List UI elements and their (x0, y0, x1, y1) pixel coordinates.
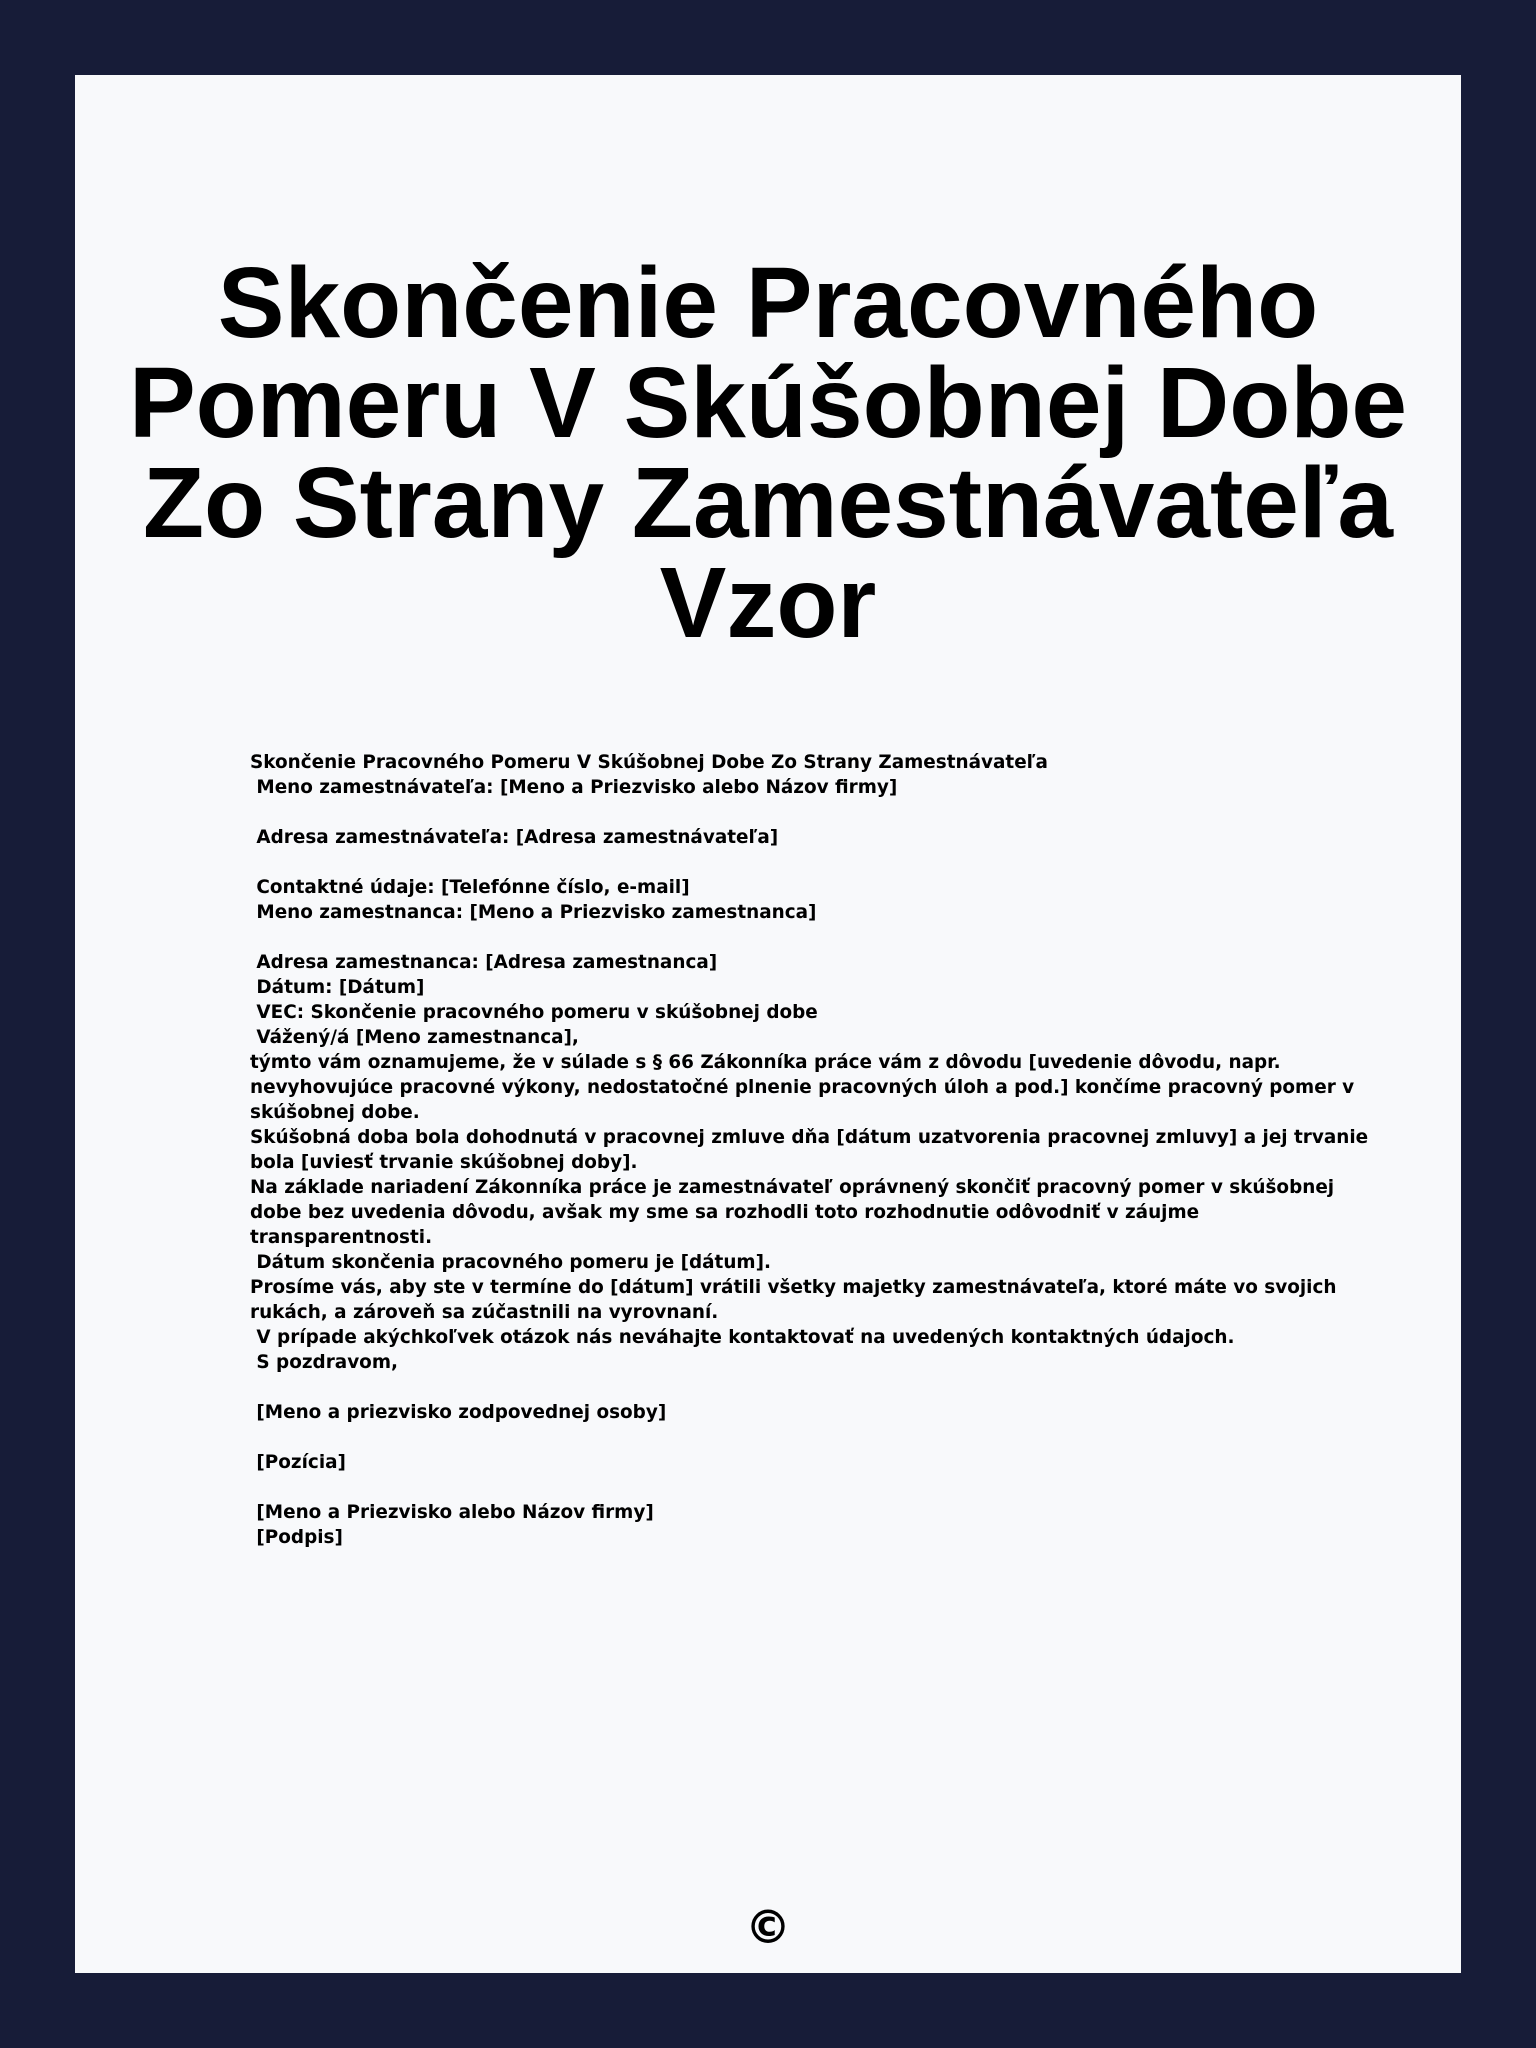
letter-line: Meno zamestnávateľa: [Meno a Priezvisko alebo Názov firmy] (250, 777, 898, 798)
letter-heading: Skončenie Pracovného Pomeru V Skúšobnej Dobe Zo Strany Zamestnávateľa (250, 752, 1048, 773)
title-line: Vzor (659, 547, 877, 659)
letter-line: rukách, a zároveň sa zúčastnili na vyrovnaní. (250, 1302, 719, 1323)
title-line: Skončenie Pracovného (217, 247, 1319, 359)
letter-line: transparentnosti. (250, 1227, 433, 1248)
letter-line: Adresa zamestnávateľa: [Adresa zamestnávateľa] (250, 827, 779, 848)
letter-body (250, 750, 1369, 1550)
page-title (75, 247, 1461, 659)
letter-line: týmto vám oznamujeme, že v súlade s § 66 Zákonníka práce vám z dôvodu [uvedenie dôvodu, napr. (250, 1052, 1281, 1073)
letter-line: Skúšobná doba bola dohodnutá v pracovnej zmluve dňa [dátum uzatvorenia pracovnej zmluvy] a jej trvanie (250, 1127, 1369, 1148)
blank-line (250, 1475, 1310, 1500)
letter-line: dobe bez uvedenia dôvodu, avšak my sme sa rozhodli toto rozhodnutie odôvodniť v záujme (250, 1202, 1200, 1223)
letter-line: nevyhovujúce pracovné výkony, nedostatočné plnenie pracovných úloh a pod.] končíme pracovný pomer v (250, 1077, 1355, 1098)
copyright-symbol: © (745, 1900, 791, 1954)
blank-line (250, 1375, 1310, 1400)
letter-line: Na základe nariadení Zákonníka práce je zamestnávateľ oprávnený skončiť pracovný pomer v skúšobnej (250, 1177, 1335, 1198)
letter-line: Dátum skončenia pracovného pomeru je [dátum]. (250, 1252, 771, 1273)
document-page (75, 75, 1461, 1973)
letter-line: Vážený/á [Meno zamestnanca], (250, 1027, 579, 1048)
letter-line: S pozdravom, (250, 1352, 398, 1373)
letter-line: Contaktné údaje: [Telefónne číslo, e-mail] (250, 877, 690, 898)
letter-line: Prosíme vás, aby ste v termíne do [dátum] vrátili všetky majetky zamestnávateľa, ktoré máte vo svojich (250, 1277, 1337, 1298)
letter-line: V prípade akýchkoľvek otázok nás neváhajte kontaktovať na uvedených kontaktných údajoch. (250, 1327, 1235, 1348)
blank-line (250, 850, 1310, 875)
letter-line: Dátum: [Dátum] (250, 977, 425, 998)
letter-line: skúšobnej dobe. (250, 1102, 420, 1123)
blank-line (250, 925, 1310, 950)
letter-line: [Pozícia] (250, 1452, 346, 1473)
letter-line: [Podpis] (250, 1527, 343, 1548)
title-line: Zo Strany Zamestnávateľa (142, 447, 1394, 559)
letter-line: Meno zamestnanca: [Meno a Priezvisko zamestnanca] (250, 902, 817, 923)
blank-line (250, 1425, 1310, 1450)
letter-line: [Meno a priezvisko zodpovednej osoby] (250, 1402, 667, 1423)
blank-line (250, 800, 1310, 825)
letter-line: Adresa zamestnanca: [Adresa zamestnanca] (250, 952, 718, 973)
letter-line: [Meno a Priezvisko alebo Názov firmy] (250, 1502, 654, 1523)
letter-line: bola [uviesť trvanie skúšobnej doby]. (250, 1152, 638, 1173)
title-line: Pomeru V Skúšobnej Dobe (128, 347, 1408, 459)
letter-line: VEC: Skončenie pracovného pomeru v skúšobnej dobe (250, 1002, 818, 1023)
